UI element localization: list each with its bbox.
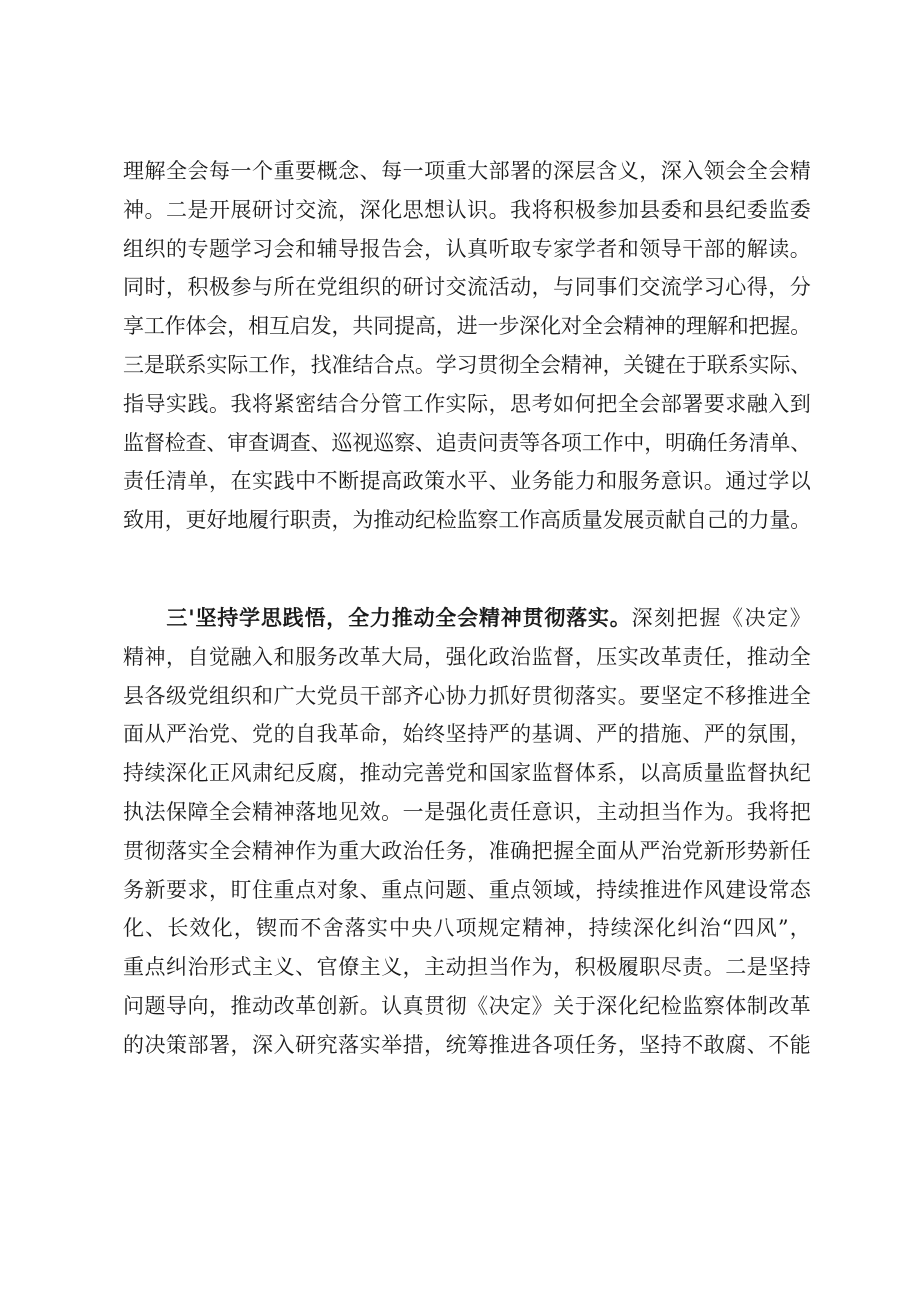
paragraph-line: 三是联系实际工作，找准结合点。学习贯彻全会精神，关键在于联系实际、 bbox=[123, 352, 811, 377]
paragraph-line: 贯彻落实全会精神作为重大政治任务，准确把握全面从严治党新形势新任 bbox=[123, 838, 811, 863]
paragraph-line: 监督检查、审查调查、巡视巡察、追责问责等各项工作中，明确任务清单、 bbox=[123, 430, 811, 455]
paragraph-line: 神。二是开展研讨交流，深化思想认识。我将积极参加县委和县纪委监委 bbox=[123, 197, 811, 222]
paragraph-line: 化、长效化，锲而不舍落实中央八项规定精神，持续深化纠治“四风”， bbox=[123, 916, 811, 941]
paragraph-line: 的决策部署，深入研究落实举措，统筹推进各项任务，坚持不敢腐、不能 bbox=[123, 1032, 811, 1057]
paragraph-line: 理解全会每一个重要概念、每一项重大部署的深层含义，深入领会全会精 bbox=[123, 159, 811, 183]
paragraph-line: 务新要求，盯住重点对象、重点问题、重点领域，持续推进作风建设常态 bbox=[123, 877, 811, 902]
paragraph-line: 指导实践。我将紧密结合分管工作实际，思考如何把全会部署要求融入到 bbox=[123, 391, 811, 416]
paragraph-2 bbox=[123, 599, 811, 1065]
paragraph-first-line bbox=[123, 599, 811, 638]
paragraph-line: 面从严治党、党的自我革命，始终坚持严的基调、严的措施、严的氛围， bbox=[123, 722, 811, 747]
heading-line-rest: 深刻把握《决定》 bbox=[631, 606, 811, 630]
paragraph-line: 同时，积极参与所在党组织的研讨交流活动，与同事们交流学习心得，分 bbox=[123, 275, 811, 300]
paragraph-1 bbox=[123, 152, 811, 540]
paragraph-line: 责任清单，在实践中不断提高政策水平、业务能力和服务意识。通过学以 bbox=[123, 469, 811, 494]
paragraph-line: 执法保障全会精神落地见效。一是强化责任意识，主动担当作为。我将把 bbox=[123, 799, 811, 824]
section-heading: 三'坚持学思践悟，全力推动全会精神贯彻落实。 bbox=[165, 606, 632, 630]
paragraph-line: 组织的专题学习会和辅导报告会，认真听取专家学者和领导干部的解读。 bbox=[123, 236, 811, 261]
paragraph-line: 精神，自觉融入和服务改革大局，强化政治监督，压实改革责任，推动全 bbox=[123, 644, 811, 669]
paragraph-line: 致用，更好地履行职责，为推动纪检监察工作高质量发展贡献自己的力量。 bbox=[123, 508, 811, 533]
paragraph-line: 重点纠治形式主义、官僚主义，主动担当作为，积极履职尽责。二是坚持 bbox=[123, 955, 811, 980]
paragraph-line: 持续深化正风肃纪反腐，推动完善党和国家监督体系，以高质量监督执纪 bbox=[123, 761, 811, 786]
paragraph-line: 享工作体会，相互启发，共同提高，进一步深化对全会精神的理解和把握。 bbox=[123, 314, 811, 339]
paragraph-line: 县各级党组织和广大党员干部齐心协力抓好贯彻落实。要坚定不移推进全 bbox=[123, 683, 811, 708]
paragraph-line: 问题导向，推动改革创新。认真贯彻《决定》关于深化纪检监察体制改革 bbox=[123, 993, 811, 1018]
